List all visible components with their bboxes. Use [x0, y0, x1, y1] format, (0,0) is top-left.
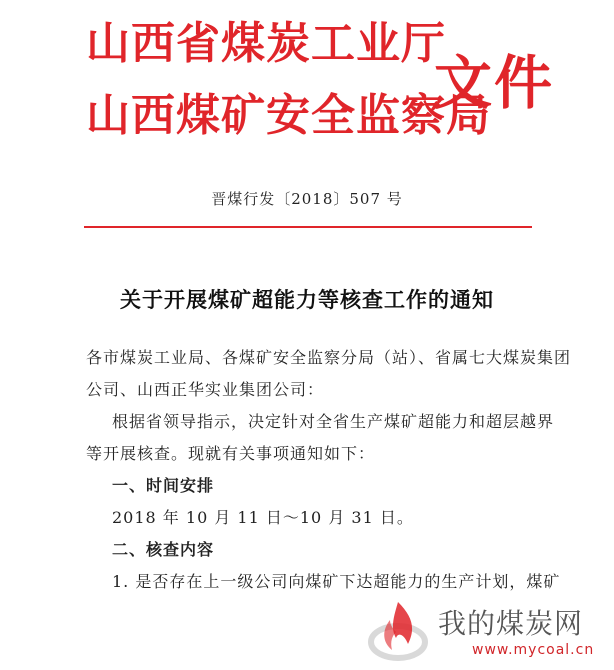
intro-line-1: 根据省领导指示，决定针对全省生产煤矿超能力和超层越界 — [112, 412, 555, 431]
intro-line-2: 等开展核查。现就有关事项通知如下： — [86, 444, 376, 463]
section-1-heading: 一、时间安排 — [112, 476, 215, 495]
issuer-name-line-2: 山西煤矿安全监察局 — [86, 90, 491, 141]
section-1-text: 2018 年 10 月 11 日～10 月 31 日。 — [112, 508, 414, 527]
document-title: 关于开展煤矿超能力等核查工作的通知 — [120, 287, 494, 312]
flame-logo-icon — [368, 598, 430, 662]
watermark-brand: 我的煤炭网 — [438, 607, 584, 640]
section-2-heading: 二、核查内容 — [112, 540, 215, 559]
recipients-line-2: 公司、山西正华实业集团公司： — [86, 380, 325, 399]
site-watermark — [368, 592, 614, 670]
document-number: 晋煤行发〔2018〕507 号 — [211, 190, 403, 208]
watermark-url: www.mycoal.cn — [472, 642, 595, 658]
issuer-name-line-1: 山西省煤炭工业厅 — [86, 18, 446, 69]
document-type-label: 文件 — [434, 49, 555, 117]
section-2-item-1: 1. 是否存在上一级公司向煤矿下达超能力的生产计划，煤矿 — [112, 572, 561, 591]
recipients-line-1: 各市煤炭工业局、各煤矿安全监察分局（站）、省属七大煤炭集团 — [86, 348, 572, 367]
document-header — [0, 0, 614, 170]
header-divider — [84, 226, 532, 228]
